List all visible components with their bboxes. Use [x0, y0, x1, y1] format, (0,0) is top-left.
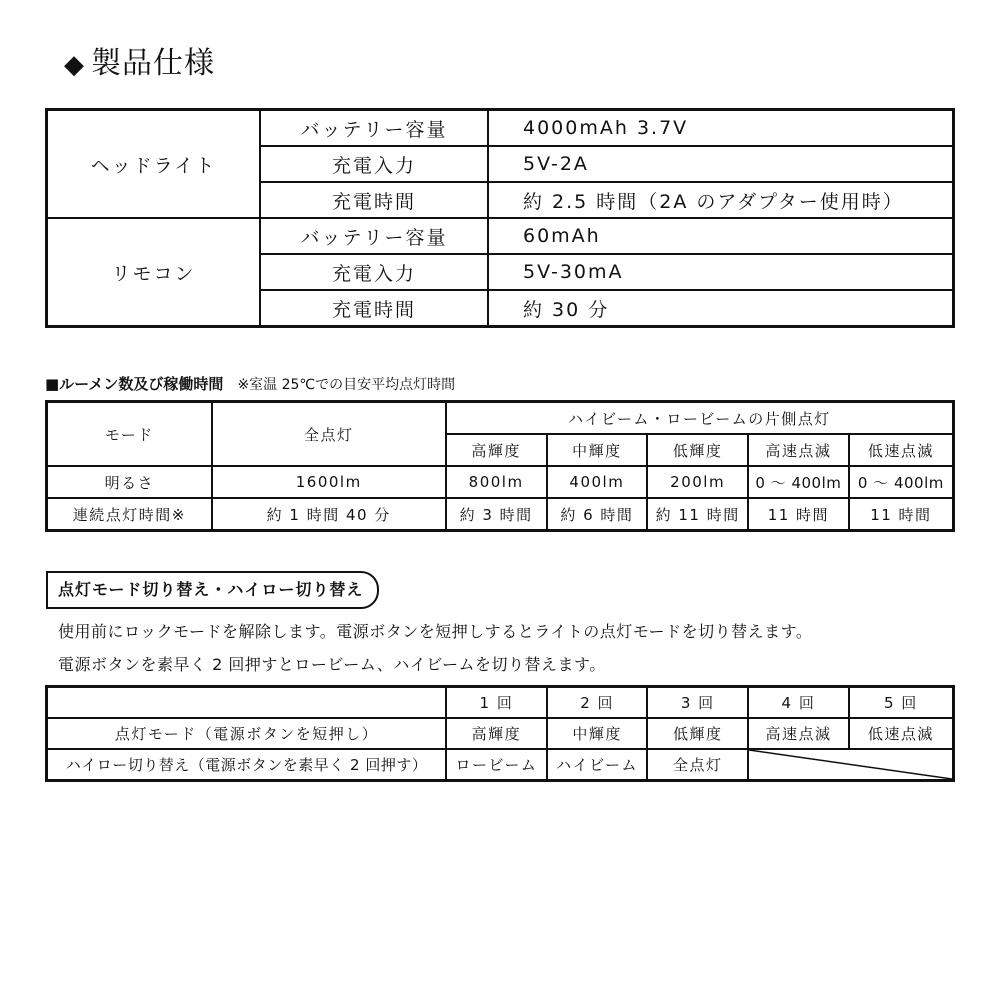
table-cell: 約 6 時間 — [547, 498, 648, 531]
press-header: 3 回 — [647, 687, 748, 719]
table-cell: ロービーム — [446, 749, 547, 781]
lumen-table — [45, 400, 955, 532]
header-mode: モード — [47, 402, 212, 467]
spec-value: 60mAh — [488, 218, 954, 254]
spec-item: バッテリー容量 — [260, 218, 488, 254]
sub-header: 低速点滅 — [849, 434, 954, 466]
mode-table — [45, 685, 955, 782]
press-header: 1 回 — [446, 687, 547, 719]
press-header: 4 回 — [748, 687, 849, 719]
spec-value: 5V-2A — [488, 146, 954, 182]
row-label: 連続点灯時間※ — [47, 498, 212, 531]
spec-item: バッテリー容量 — [260, 110, 488, 147]
spec-item: 充電入力 — [260, 254, 488, 290]
table-row — [47, 749, 954, 781]
table-header-row — [47, 687, 954, 719]
table-cell: 約 1 時間 40 分 — [212, 498, 446, 531]
table-cell: 約 11 時間 — [647, 498, 748, 531]
table-row — [47, 718, 954, 749]
lumen-heading-text: ■ルーメン数及び稼働時間 — [45, 375, 224, 393]
table-cell: 800lm — [446, 466, 547, 498]
table-row — [47, 218, 954, 254]
page-title — [64, 38, 215, 82]
table-cell: 高輝度 — [446, 718, 547, 749]
table-row — [47, 498, 954, 531]
table-cell: 1600lm — [212, 466, 446, 498]
spec-value: 約 30 分 — [488, 290, 954, 327]
table-cell: 0 ～ 400lm — [849, 466, 954, 498]
lumen-note: ※室温 25℃での目安平均点灯時間 — [237, 377, 456, 393]
table-cell: ハイビーム — [547, 749, 648, 781]
mode-description-1: 使用前にロックモードを解除します。電源ボタンを短押しするとライトの点灯モードを切り替えます。 — [58, 622, 813, 641]
sub-header: 低輝度 — [647, 434, 748, 466]
header-beam: ハイビーム・ロービームの片側点灯 — [446, 402, 954, 435]
row-label: 明るさ — [47, 466, 212, 498]
group-label: ヘッドライト — [47, 110, 261, 219]
press-header: 5 回 — [849, 687, 954, 719]
table-cell: 0 ～ 400lm — [748, 466, 849, 498]
row-label: ハイロー切り替え（電源ボタンを素早く 2 回押す） — [47, 749, 447, 781]
empty-diagonal-cell — [748, 749, 953, 781]
table-cell: 400lm — [547, 466, 648, 498]
row-label: 点灯モード（電源ボタンを短押し） — [47, 718, 447, 749]
spec-item: 充電時間 — [260, 182, 488, 218]
table-cell: 低速点滅 — [849, 718, 954, 749]
sub-header: 高速点滅 — [748, 434, 849, 466]
table-cell: 低輝度 — [647, 718, 748, 749]
table-header-row — [47, 402, 954, 435]
table-cell: 200lm — [647, 466, 748, 498]
group-label: リモコン — [47, 218, 261, 327]
table-row — [47, 466, 954, 498]
spec-table — [45, 108, 955, 328]
lumen-section-heading — [45, 373, 455, 394]
header-full: 全点灯 — [212, 402, 446, 467]
table-cell: 11 時間 — [849, 498, 954, 531]
sub-header: 中輝度 — [547, 434, 648, 466]
page-title-text: 製品仕様 — [91, 46, 215, 81]
press-header: 2 回 — [547, 687, 648, 719]
table-cell: 11 時間 — [748, 498, 849, 531]
table-cell: 約 3 時間 — [446, 498, 547, 531]
header-blank — [47, 687, 447, 719]
table-row — [47, 110, 954, 147]
table-cell: 高速点滅 — [748, 718, 849, 749]
spec-item: 充電時間 — [260, 290, 488, 327]
spec-item: 充電入力 — [260, 146, 488, 182]
sub-header: 高輝度 — [446, 434, 547, 466]
spec-value: 4000mAh 3.7V — [488, 110, 954, 147]
spec-value: 5V-30mA — [488, 254, 954, 290]
diamond-icon: ◆ — [64, 50, 85, 80]
mode-section-heading: 点灯モード切り替え・ハイロー切り替え — [46, 571, 379, 609]
table-cell: 中輝度 — [547, 718, 648, 749]
table-cell: 全点灯 — [647, 749, 748, 781]
mode-description-2: 電源ボタンを素早く 2 回押すとロービーム、ハイビームを切り替えます。 — [58, 655, 606, 674]
spec-value: 約 2.5 時間（2A のアダプター使用時） — [488, 182, 954, 218]
